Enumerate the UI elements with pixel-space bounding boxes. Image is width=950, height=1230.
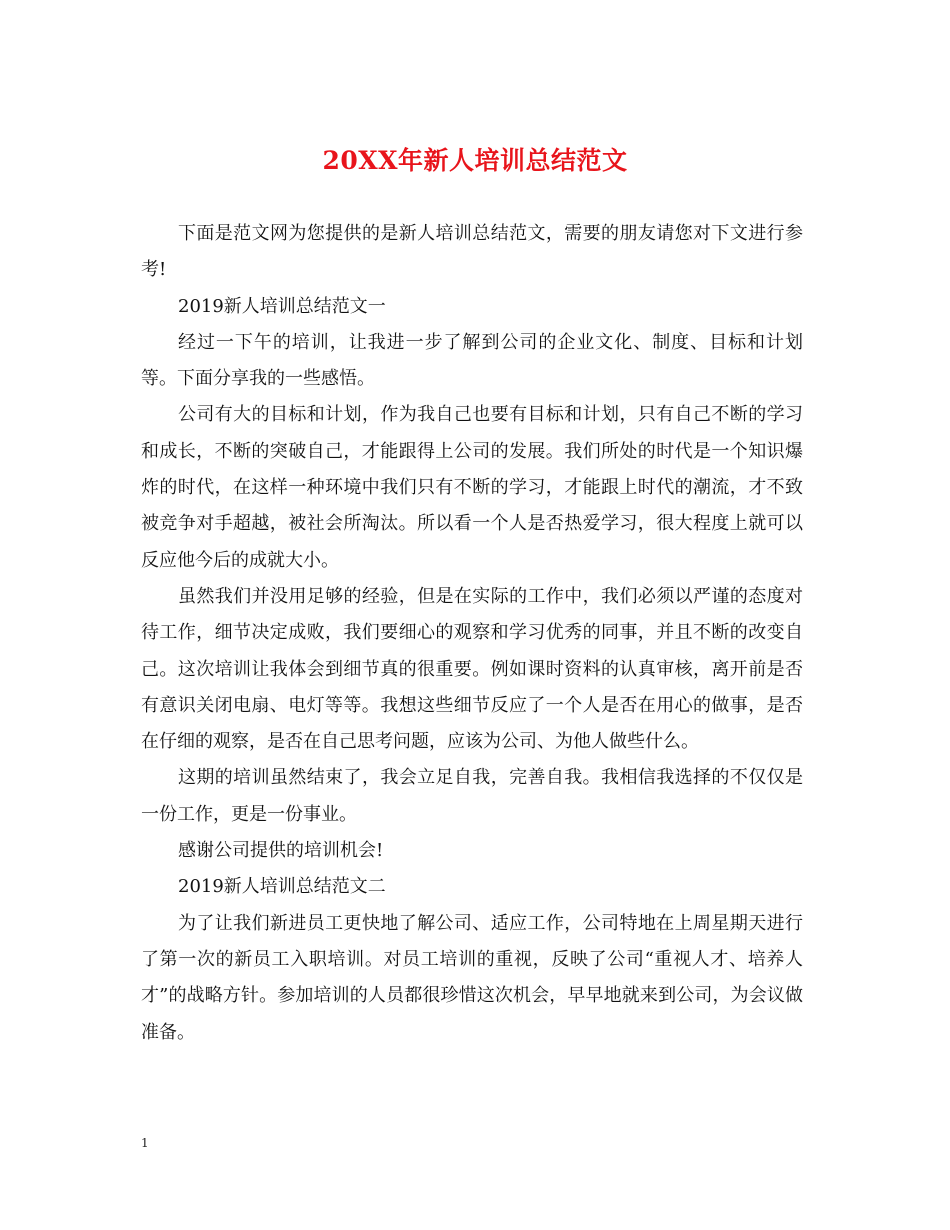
intro-paragraph: 下面是范文网为您提供的是新人培训总结范文，需要的朋友请您对下文进行参考! [141,223,803,281]
section-heading-1: 2019新人培训总结范文一 [178,295,386,317]
body-paragraph: 这期的培训虽然结束了，我会立足自我，完善自我。我相信我选择的不仅仅是一份工作，更是一份事业。 [141,767,803,825]
body-paragraph: 感谢公司提供的培训机会! [178,840,384,862]
body-paragraph: 为了让我们新进员工更快地了解公司、适应工作，公司特地在上周星期天进行了第一次的新员工入职培训。对员工培训的重视，反映了公司“重视人才、培养人才”的战略方针。参加培训的人员都很珍惜这次机会，早早地就来到公司，为会议做准备。 [141,912,803,1043]
body-paragraph: 经过一下午的培训，让我进一步了解到公司的企业文化、制度、目标和计划等。下面分享我的一些感悟。 [141,331,803,390]
document-title: 20XX年新人培训总结范文 [322,146,628,175]
page-number: 1 [141,1136,149,1150]
body-paragraph: 虽然我们并没用足够的经验，但是在实际的工作中，我们必须以严谨的态度对待工作，细节决定成败，我们要细心的观察和学习优秀的同事，并且不断的改变自己。这次培训让我体会到细节真的很重要。例如课时资料的认真审核，离开前是否有意识关闭电扇、电灯等等。我想这些细节反应了一个人是否在用心的做事，是否在仔细的观察，是否在自己思考问题，应该为公司、为他人做些什么。 [141,585,803,753]
section-heading-2: 2019新人培训总结范文二 [178,876,386,898]
body-paragraph: 公司有大的目标和计划，作为我自己也要有目标和计划，只有自己不断的学习和成长，不断的突破自己，才能跟得上公司的发展。我们所处的时代是一个知识爆炸的时代，在这样一种环境中我们只有不断的学习，才能跟上时代的潮流，才不致被竞争对手超越，被社会所淘汰。所以看一个人是否热爱学习，很大程度上就可以反应他今后的成就大小。 [141,404,803,571]
document-body [141,216,803,1051]
